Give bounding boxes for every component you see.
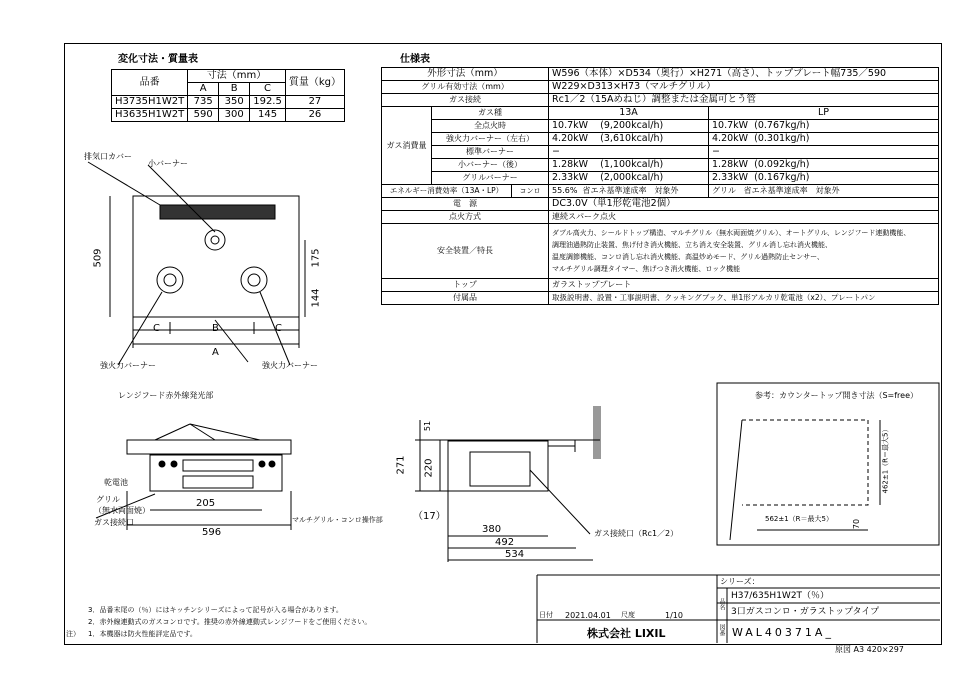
spec-cell: (0.767kg/h) [754,120,810,131]
spec-safety-line: 温度調節機能、コンロ消し忘れ消火機能、高温炒めモード、グリル過熱防止センサー、 [552,253,824,261]
spec-eff-konro: コンロ [512,185,549,198]
dim-596-text: 596 [202,527,222,538]
label-ops: マルチグリル・コンロ操作部 [292,516,383,524]
dim-509-text: 509 [92,248,104,268]
spec-acc-label: 付属品 [382,292,549,305]
spec-gastype-label: ガス種 [432,107,549,120]
spec-cell: (0.301kg/h) [754,133,810,144]
front-top-plate [127,440,291,454]
tb-date: 2021.04.01 [565,611,611,620]
spec-row-label: グリルバーナー [432,172,549,185]
tb-model-label: 品名 [718,598,725,610]
size-cell: H3635H1W2T [112,109,188,122]
dim-a-text: A [212,347,219,358]
label-grill-sub: （無水両面焼） [94,506,150,515]
label-side-gas: ガス接続口（Rc1／2） [594,529,679,538]
dim-220-text: 220 [423,458,435,478]
spec-outer-label: 外形寸法（mm） [382,68,549,81]
dim-175-text: 175 [310,248,322,268]
spec-cell: 2.33kW [552,172,589,183]
tb-name: 3口ガスコンロ・ガラストップタイプ [731,607,880,617]
spec-row-label: 標準バーナー [432,146,549,159]
dim-380-text: 380 [482,524,502,535]
spec-cell: 4.20kW [712,133,749,144]
dim-17-text: （17） [413,511,446,522]
spec-grill-label: グリル有効寸法（mm） [382,81,549,94]
size-col-model: 品番 [112,70,188,96]
label-vent-cover: 排気口カバー [84,152,132,161]
tb-series-label: シリーズ： [720,577,760,586]
spec-power-value: DC3.0V（単1形乾電池2個） [549,198,939,211]
spec-cell: 10.7kW [552,120,589,131]
size-cell: 735 [188,96,219,109]
spec-cell: − [712,146,720,157]
spec-conn-label: ガス接続 [382,94,549,107]
spec-cell: (3,610kcal/h) [600,133,664,144]
spec-ignition-value: 連続スパーク点火 [549,211,939,224]
spec-title: 仕様表 [400,54,430,65]
size-col-dim: 寸法（mm） [188,70,286,83]
spec-cell: 4.20kW [552,133,589,144]
dim-534-text: 534 [505,549,525,560]
spec-row-label: 強火力バーナー（左右） [432,133,549,146]
ref-title: 参考：カウンタートップ開き寸法（S=free） [755,391,918,400]
tb-scale-label: 尺度 [621,611,635,619]
ref-depth: 70 [852,518,862,530]
plan-vent-cover [160,205,275,219]
label-strong-burner-right: 強火力バーナー [262,361,318,370]
label-battery: 乾電池 [104,478,128,487]
label-gas-inlet: ガス接続口 [94,518,134,527]
spec-outer-value: W596（本体）×D534（奥行）×H271（高さ）、トッププレート幅735／590 [549,68,939,81]
tb-model: H37/635H1W2T（％） [731,591,830,601]
spec-row-label: 全点火時 [432,120,549,133]
size-cell: 300 [219,109,250,122]
size-col-mass: 質量（kg） [285,70,344,96]
plan-strong-burner-left [157,267,183,293]
spec-row-label: 小バーナー（後） [432,159,549,172]
spec-cell: 2.33kW [712,172,749,183]
spec-eff-note: 省エネ基準達成率 対象外 [582,186,679,195]
spec-cell: (1,100kcal/h) [600,159,664,170]
side-body [448,441,548,491]
spec-top-value: ガラストッププレート [549,279,939,292]
ref-width: 562±1（R＝最大5） [765,515,833,523]
spec-cell: (0.092kg/h) [754,159,810,170]
dim-c-right: C [275,323,282,334]
spec-safety-line: マルチグリル調理タイマー、焦げつき消火機能、ロック機能 [552,265,741,273]
dim-51-text: 51 [423,420,433,432]
label-strong-burner-left: 強火力バーナー [100,361,156,370]
note-3: 3．品番末尾の（％）にはキッチンシリーズによって記号が入る場合があります。 [88,606,343,614]
label-grill: グリル [96,495,120,504]
dim-144-text: 144 [310,288,322,308]
spec-power-label: 電 源 [382,198,549,211]
spec-eff-value: 55.6% [552,186,578,195]
note-2: 2．赤外線連動式のガスコンロです。推奨の赤外線連動式レンジフードをご使用ください。 [88,618,372,626]
tb-company: 株式会社 LIXIL [587,627,666,640]
size-cell: 192.5 [250,96,286,109]
dim-c-left: C [153,323,160,334]
label-small-burner: 小バーナー [148,159,188,168]
spec-cell: 10.7kW [712,120,749,131]
spec-gas-label: ガス消費量 [382,107,432,185]
size-table-title: 変化寸法・質量表 [118,54,198,65]
spec-cell: (9,200kcal/h) [600,120,664,131]
notes-prefix: 注） [66,630,80,638]
plan-strong-burner-right [241,267,267,293]
spec-cell: (2,000kcal/h) [600,172,664,183]
spec-eff-grill-note: 省エネ基準達成率 対象外 [743,186,840,195]
tb-code-label: 図番 [718,624,725,636]
note-1: 1．本機器は防火性能評定品です。 [88,630,197,638]
size-cell: 350 [219,96,250,109]
dim-b: B [212,323,219,334]
spec-acc-value: 取扱説明書、設置・工事説明書、クッキングブック、単1形アルカリ乾電池（x2）、プレートパン [549,292,939,305]
tb-date-label: 日付 [539,611,553,619]
spec-cell: 1.28kW [712,159,749,170]
size-cell: 26 [285,109,344,122]
ref-height: 462±1（R＝最大5） [881,425,890,494]
spec-eff-grill: グリル [712,186,737,195]
spec-safety-line: 調理油過熱防止装置、焦げ付き消火機能、立ち消え安全装置、グリル消し忘れ消火機能、 [552,241,833,249]
ref-opening [742,420,868,505]
size-cell: H3735H1W2T [112,96,188,109]
front-grill-door [183,460,253,471]
spec-grill-value: W229×D313×H73（マルチグリル） [549,81,939,94]
spec-gas-13a: 13A [549,107,709,120]
spec-cell: 1.28kW [552,159,589,170]
spec-conn-value: Rc1／2（15Aめねじ）調整または金属可とう管 [549,94,939,107]
spec-safety-label: 安全装置／特長 [382,224,549,279]
size-col-a: A [188,83,219,96]
size-cell: 145 [250,109,286,122]
dim-205-text: 205 [196,498,216,509]
size-cell: 590 [188,109,219,122]
tb-scale: 1/10 [665,611,683,620]
tb-code: WAL40371A_ [732,626,834,639]
dim-271-text: 271 [395,455,407,475]
spec-top-label: トップ [382,279,549,292]
size-col-c: C [250,83,286,96]
spec-cell: (0.167kg/h) [754,172,810,183]
dim-492-text: 492 [495,537,515,548]
label-sensor: レンジフード赤外線発光部 [118,391,214,400]
size-col-b: B [219,83,250,96]
spec-eff-label: エネルギー消費効率（13A・LP） [382,185,512,198]
plan-small-burner [205,230,225,250]
spec-cell: − [552,146,560,157]
spec-safety-line: ダブル高火力、シールドトップ構造、マルチグリル（無水両面焼グリル）、オートグリル、レンジフード連動機能、 [552,229,911,237]
tb-paper: 原図 A3 420×297 [835,645,904,654]
size-cell: 27 [285,96,344,109]
spec-ignition-label: 点火方式 [382,211,549,224]
spec-gas-lp: LP [709,107,939,120]
